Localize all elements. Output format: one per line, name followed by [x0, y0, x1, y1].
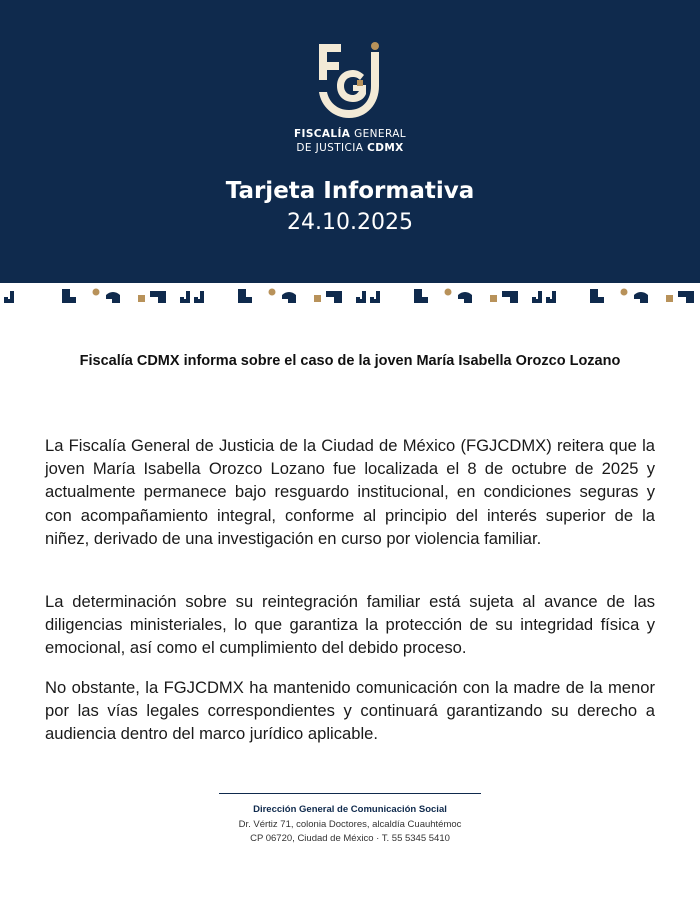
footer-divider [219, 793, 481, 794]
body-paragraph-2: La determinación sobre su reintegración familiar está sujeta al avance de las diligencias ministeriales, lo que garantiza la protección de su integridad física y emocional, así como el cumplimiento del debido proceso. [45, 592, 655, 658]
org-name-line1: FISCALÍA GENERAL [293, 128, 407, 140]
body-paragraph-3: No obstante, la FGJCDMX ha mantenido comunicación con la madre de la menor por las vías legales correspondientes y continuará garantizando su derecho a audiencia dentro del marco jurídico aplicable. [45, 678, 655, 744]
document-title: Tarjeta Informativa [225, 178, 475, 204]
footer-department: Dirección General de Comunicación Social [253, 804, 447, 815]
footer-address-line2: CP 06720, Ciudad de México · T. 55 5345 5410 [250, 833, 450, 844]
decorative-pattern-strip [0, 287, 700, 309]
fgj-logo-icon [313, 40, 387, 124]
document-date: 24.10.2025 [287, 210, 413, 235]
org-name-line2: DE JUSTICIA CDMX [296, 142, 404, 154]
body-paragraph-1: La Fiscalía General de Justicia de la Ciudad de México (FGJCDMX) reitera que la joven María Isabella Orozco Lozano fue localizada el 8 de octubre de 2025 y actualmente permanece bajo resguardo institucional, en condiciones seguras y con acompañamiento integral, conforme al principio del interés superior de la niñez, derivado de una investigación en curso por violencia familiar. [45, 436, 655, 548]
header-banner [0, 0, 700, 283]
footer-address-line1: Dr. Vértiz 71, colonia Doctores, alcaldía Cuauhtémoc [238, 819, 462, 830]
headline: Fiscalía CDMX informa sobre el caso de la joven María Isabella Orozco Lozano [79, 353, 621, 369]
